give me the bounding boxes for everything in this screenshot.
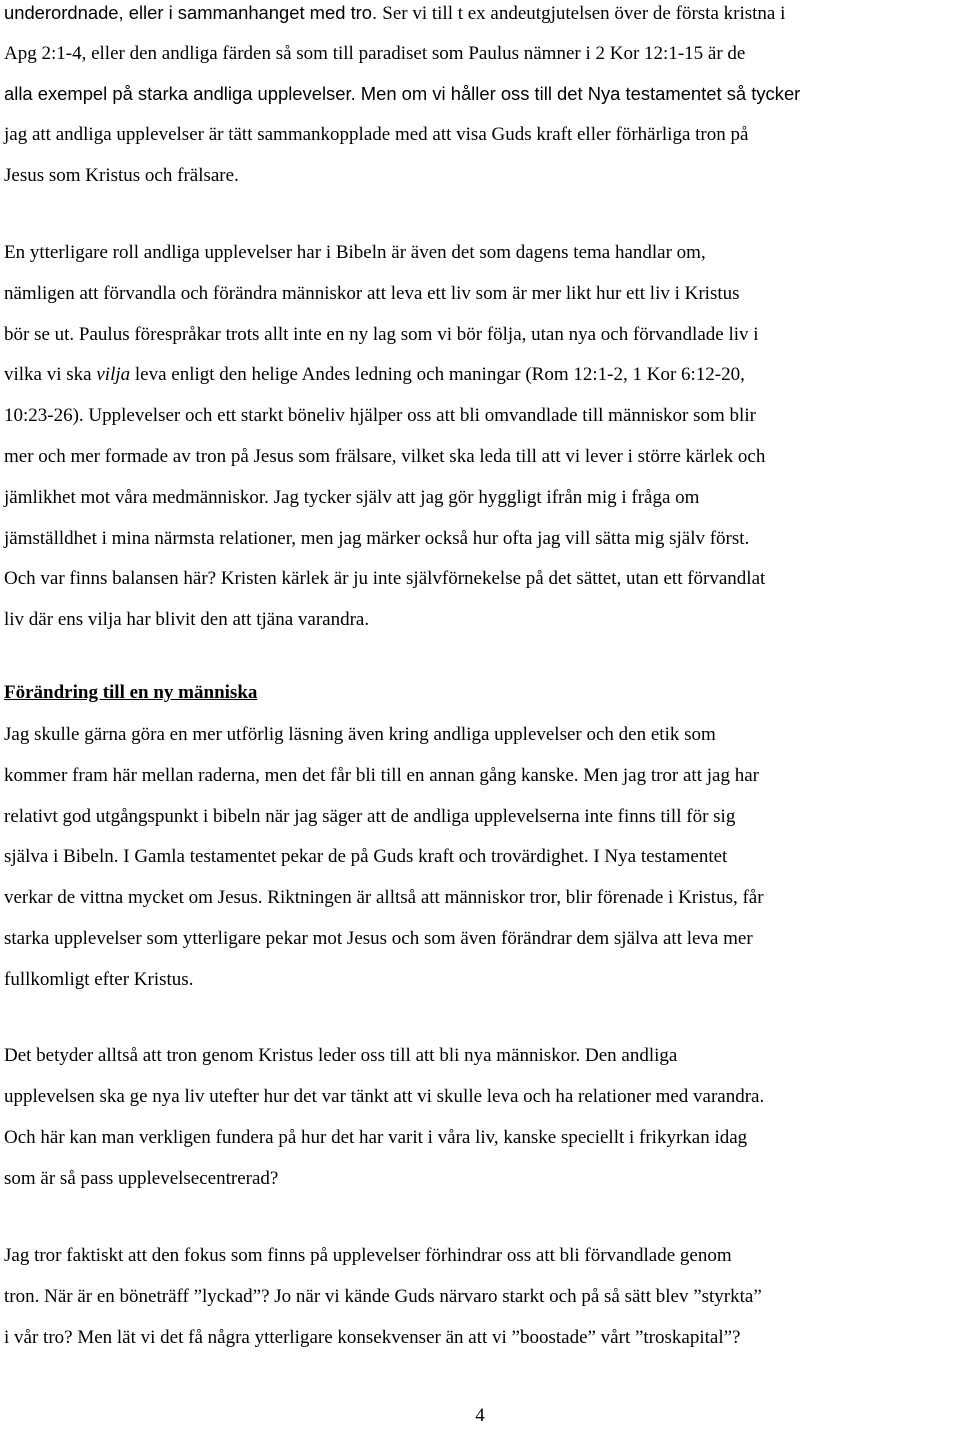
text-line bbox=[4, 81, 800, 122]
text-line: Apg 2:1-4, eller den andliga färden så som till paradiset som Paulus nämner i 2 Kor 12:1-15 är de bbox=[4, 42, 746, 64]
text-run: alla exempel på starka andliga upplevelser. bbox=[4, 83, 361, 105]
text-line: 10:23-26). Upplevelser och ett starkt böneliv hjälper oss att bli omvandlade till människor som blir bbox=[4, 405, 756, 427]
text-line: bör se ut. Paulus förespråkar trots allt inte en ny lag som vi bör följa, utan nya och förvandlade liv i bbox=[4, 323, 759, 345]
paragraph-3 bbox=[4, 722, 764, 1008]
text-run: Men om vi håller oss till det Nya testamentet så tycker bbox=[360, 83, 801, 105]
text-run: underordnade, eller i sammanhanget med tro. bbox=[4, 2, 383, 23]
text-line: liv där ens vilja har blivit den att tjäna varandra. bbox=[4, 609, 370, 631]
text-line: i vår tro? Men lät vi det få några ytterligare konsekvenser än att vi ”boostade” vårt ”troskapital”? bbox=[4, 1327, 741, 1348]
emphasis-word: vilja bbox=[96, 364, 131, 386]
text-line bbox=[4, 362, 765, 403]
text-line: fullkomligt efter Kristus. bbox=[4, 968, 194, 990]
text-run: leva enligt den helige Andes ledning och maningar (Rom 12:1-2, 1 Kor 6:12-20, bbox=[130, 364, 745, 386]
text-line: Jesus som Kristus och frälsare. bbox=[4, 164, 239, 186]
text-line: Jag tror faktiskt att den fokus som finns på upplevelser förhindrar oss att bli förvandlade genom bbox=[4, 1245, 732, 1266]
text-line: mer och mer formade av tron på Jesus som frälsare, vilket ska leda till att vi lever i större kärlek och bbox=[4, 445, 766, 467]
text-line: En ytterligare roll andliga upplevelser har i Bibeln är även det som dagens tema handlar om, bbox=[4, 242, 706, 263]
text-run: vilka vi ska bbox=[4, 364, 97, 386]
text-line: Det betyder alltså att tron genom Kristus leder oss till att bli nya människor. Den andliga bbox=[4, 1045, 678, 1066]
text-line: starka upplevelser som ytterligare pekar mot Jesus och som även förändrar dem själva att leva mer bbox=[4, 927, 753, 949]
text-line: tron. När är en böneträff ”lyckad”? Jo när vi kände Guds närvaro starkt och på så sätt blev ”styrkta” bbox=[4, 1286, 762, 1307]
text-line: jag att andliga upplevelser är tätt sammankopplade med att visa Guds kraft eller förhärliga tron på bbox=[4, 124, 749, 146]
paragraph-4 bbox=[4, 1043, 764, 1207]
text-line: Och var finns balansen här? Kristen kärlek är ju inte självförnekelse på det sättet, utan ett förvandlat bbox=[4, 568, 766, 590]
page-number: 4 bbox=[475, 1405, 485, 1426]
paragraph-2 bbox=[4, 240, 765, 648]
text-line: Och här kan man verkligen fundera på hur det har varit i våra liv, kanske speciellt i frikyrkan idag bbox=[4, 1127, 748, 1148]
text-line: jämställdhet i mina närmsta relationer, men jag märker också hur ofta jag vill sätta mig själv först. bbox=[4, 527, 750, 549]
text-line: själva i Bibeln. I Gamla testamentet pekar de på Guds kraft och trovärdighet. I Nya testamentet bbox=[4, 846, 728, 868]
paragraph-1 bbox=[4, 0, 800, 203]
section-heading: Förändring till en ny människa bbox=[4, 682, 258, 703]
paragraph-5 bbox=[4, 1243, 762, 1366]
text-line: Jag skulle gärna göra en mer utförlig läsning även kring andliga upplevelser och den etik som bbox=[4, 724, 716, 745]
text-line bbox=[4, 0, 800, 41]
text-line: upplevelsen ska ge nya liv utefter hur det var tänkt att vi skulle leva och ha relationer med varandra. bbox=[4, 1086, 765, 1107]
text-line: verkar de vittna mycket om Jesus. Riktningen är alltså att människor tror, blir förenade i Kristus, får bbox=[4, 887, 764, 909]
text-line: jämlikhet mot våra medmänniskor. Jag tycker själv att jag gör hyggligt ifrån mig i fråga om bbox=[4, 486, 700, 508]
text-run: Ser vi till t ex andeutgjutelsen över de första kristna i bbox=[382, 3, 786, 24]
text-line: kommer fram här mellan raderna, men det får bli till en annan gång kanske. Men jag tror att jag har bbox=[4, 764, 759, 786]
text-line: som är så pass upplevelsecentrerad? bbox=[4, 1168, 279, 1189]
text-line: nämligen att förvandla och förändra människor att leva ett liv som är mer likt hur ett liv i Kristus bbox=[4, 282, 740, 304]
text-line: relativt god utgångspunkt i bibeln när jag säger att de andliga upplevelserna inte finns till för sig bbox=[4, 805, 736, 827]
